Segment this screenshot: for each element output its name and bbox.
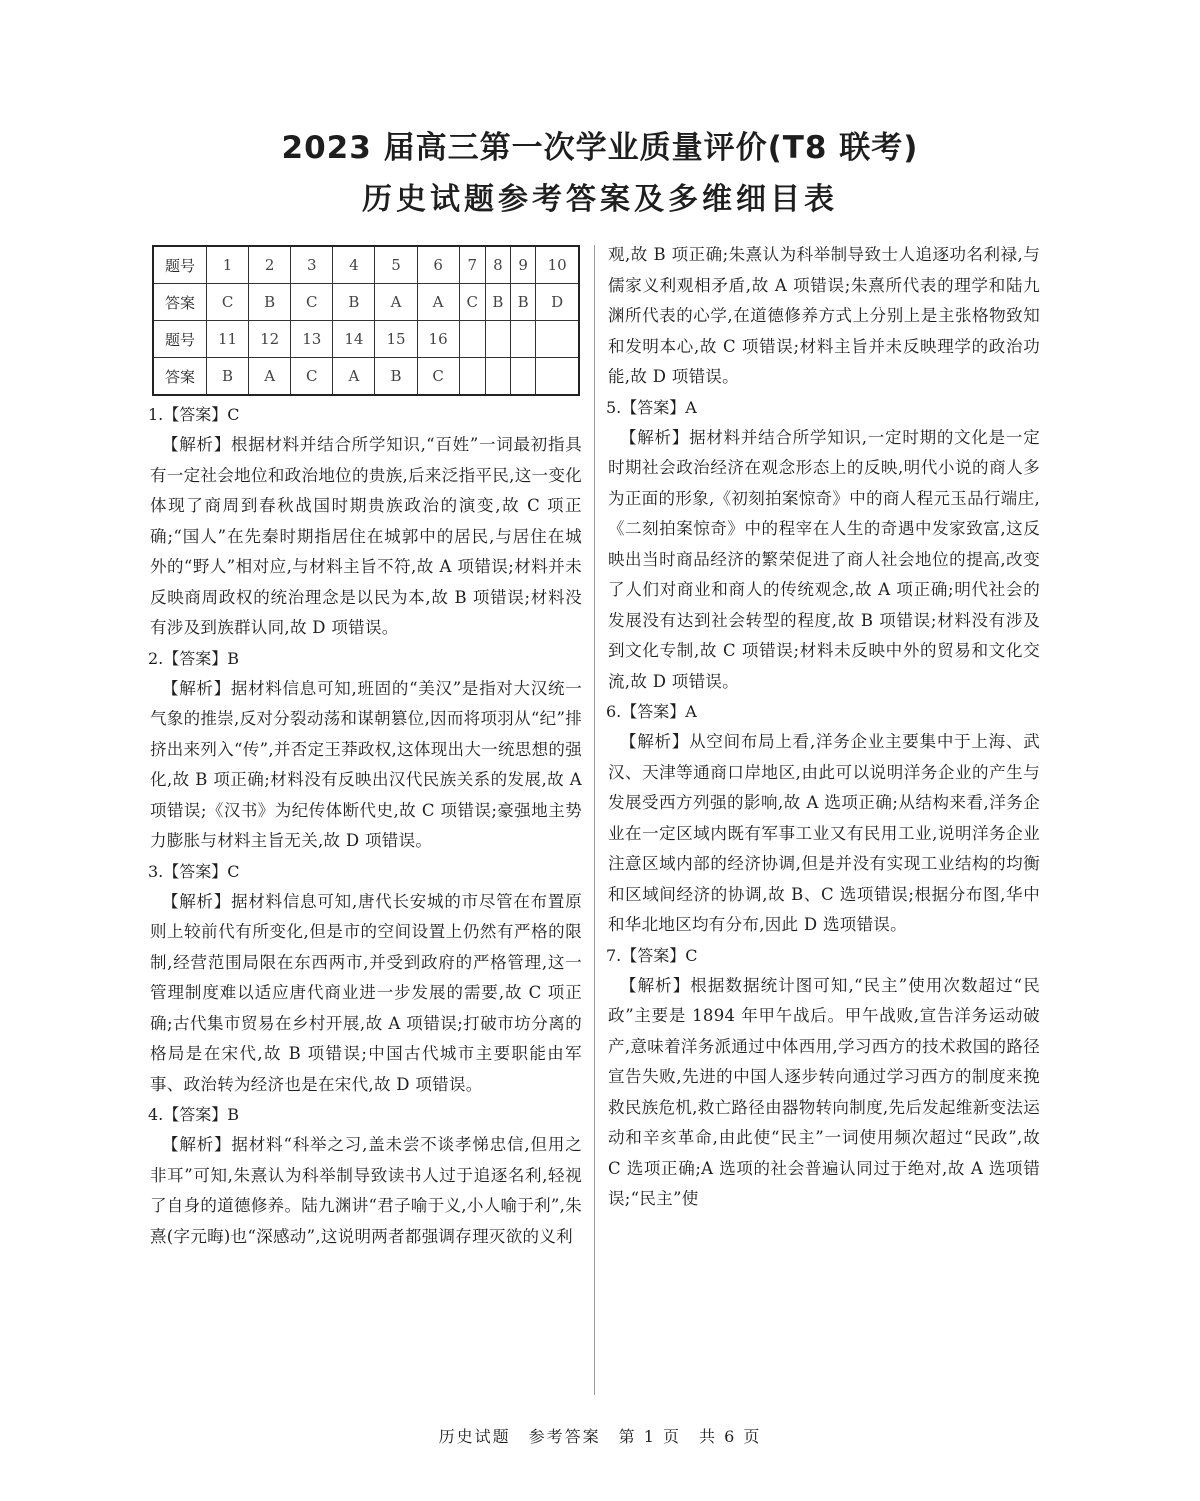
answer-table-row-label: 答案 xyxy=(153,358,207,396)
explanation-text: 【解析】根据数据统计图可知,“民主”使用次数超过“民政”主要是 1894 年甲午战后。甲午战败,宣告洋务运动破产,意味着洋务派通过中体西用,学习西方的技术救国的路径宣告失败,先进的中国人逐步转向通过学习西方的制度来挽救民族危机,救亡路径由器物转向制度,先后发起维新变法运动和辛亥革命,由此使“民主”一词使用频次超过“民政”,故 C 选项正确;A 选项的社会普遍认同过于绝对,故 A 选项错误;“民主”使 xyxy=(608,975,1040,1208)
question-item xyxy=(150,1100,582,1252)
answer-table-row-label: 题号 xyxy=(153,321,207,358)
question-item xyxy=(608,697,1040,941)
question-item xyxy=(150,644,582,857)
explanation-text: 【解析】从空间布局上看,洋务企业主要集中于上海、武汉、天津等通商口岸地区,由此可以说明洋务企业的产生与发展受西方列强的影响,故 A 选项正确;从结构来看,洋务企业在一定区域内既有军事工业又有民用工业,说明洋务企业注意区域内部的经济协调,但是并没有实现工业结构的均衡和区域间经济的协调,故 B、C 选项错误;根据分布图,华中和华北地区均有分布,因此 D 选项错误。 xyxy=(608,732,1040,934)
question-item xyxy=(608,393,1040,698)
answer-table-cell xyxy=(511,358,536,396)
explanation-text: 【解析】据材料信息可知,唐代长安城的市尽管在布置原则上较前代有所变化,但是市的空间设置上仍然有严格的限制,经营范围局限在东西两市,并受到政府的严格管理,这一管理制度难以适应唐代商业进一步发展的需要,故 C 项正确;古代集市贸易在乡村开展,故 A 项错误;打破市坊分离的格局是在宋代,故 B 项错误;中国古代城市主要职能由军事、政治转为经济也是在宋代,故 D 项错误。 xyxy=(150,891,582,1094)
answer-table-cell: B xyxy=(375,358,417,396)
answer-table-row xyxy=(153,246,579,284)
answer-table-cell: 7 xyxy=(459,246,485,284)
page-title: 2023 届高三第一次学业质量评价(T8 联考) xyxy=(281,130,919,166)
right-column xyxy=(608,240,1040,1215)
answer-heading: 2.【答案】B xyxy=(148,648,240,668)
answer-table-cell: 14 xyxy=(333,321,375,358)
page-subtitle: 历史试题参考答案及多维细目表 xyxy=(362,182,838,217)
answer-table-cell xyxy=(511,321,536,358)
question-item xyxy=(150,857,582,1101)
answer-table-cell: 6 xyxy=(417,246,459,284)
answer-table-row xyxy=(153,358,579,396)
answer-table-cell: A xyxy=(333,358,375,396)
answer-table-cell: B xyxy=(485,284,510,321)
answer-table-cell: A xyxy=(375,284,417,321)
answer-table-cell: C xyxy=(459,284,485,321)
answer-table-cell: 4 xyxy=(333,246,375,284)
answer-table-cell: 11 xyxy=(207,321,249,358)
answer-table-cell: 16 xyxy=(417,321,459,358)
explanation-text: 观,故 B 项正确;朱熹认为科举制导致士人追逐功名利禄,与儒家义利观相矛盾,故 A 项错误;朱熹所代表的理学和陆九渊所代表的心学,在道德修养方式上分别上是主张格物致知和发明本心,故 C 项错误;材料主旨并未反映理学的政治功能,故 D 项错误。 xyxy=(608,245,1040,386)
answer-table-cell: 8 xyxy=(485,246,510,284)
answer-heading: 1.【答案】C xyxy=(148,405,240,424)
answer-table-cell: B xyxy=(333,284,375,321)
answer-table-cell: C xyxy=(291,358,333,396)
question-item xyxy=(608,941,1040,1215)
answer-table-cell: 2 xyxy=(249,246,291,284)
answer-table-cell: A xyxy=(249,358,291,396)
answer-table-cell xyxy=(459,358,485,396)
answer-table-cell xyxy=(459,321,485,358)
answer-table-row xyxy=(153,321,579,358)
column-divider xyxy=(594,245,595,1395)
explanation-text: 【解析】根据材料并结合所学知识,“百姓”一词最初指具有一定社会地位和政治地位的贵族,后来泛指平民,这一变化体现了商周到春秋战国时期贵族政治的演变,故 C 项正确;“国人”在先秦时期指居住在城郭中的居民,与居住在城外的“野人”相对应,与材料主旨不符,故 A 项错误;材料并未反映商周政权的统治理念是以民为本,故 B 项错误;材料没有涉及到族群认同,故 D 项错误。 xyxy=(150,435,582,637)
answer-table-cell: C xyxy=(291,284,333,321)
answer-table-cell: 1 xyxy=(207,246,249,284)
left-column xyxy=(150,245,582,1252)
answer-table-cell: 5 xyxy=(375,246,417,284)
answer-table-cell: B xyxy=(249,284,291,321)
answer-table-cell xyxy=(485,358,510,396)
answer-table-cell: C xyxy=(417,358,459,396)
answer-table-cell xyxy=(485,321,510,358)
answer-table xyxy=(152,245,580,396)
answer-table-cell: B xyxy=(511,284,536,321)
answer-table-cell xyxy=(536,358,579,396)
question-item xyxy=(608,240,1040,393)
answer-table-cell xyxy=(536,321,579,358)
answer-heading: 3.【答案】C xyxy=(148,861,240,881)
answer-table-cell: 10 xyxy=(536,246,579,284)
answer-table-cell: 3 xyxy=(291,246,333,284)
answer-heading: 4.【答案】B xyxy=(148,1105,240,1124)
answer-table-cell: 13 xyxy=(291,321,333,358)
answer-table-row-label: 答案 xyxy=(153,284,207,321)
answer-heading: 6.【答案】A xyxy=(606,702,697,721)
explanation-text: 【解析】据材料并结合所学知识,一定时期的文化是一定时期社会政治经济在观念形态上的反映,明代小说的商人多为正面的形象,《初刻拍案惊奇》中的商人程元玉品行端庄,《二刻拍案惊奇》中的程宰在人生的奇遇中发家致富,这反映出当时商品经济的繁荣促进了商人社会地位的提高,改变了人们对商业和商人的传统观念,故 A 项正确;明代社会的发展没有达到社会转型的程度,故 B 项错误;材料没有涉及到文化专制,故 C 项错误;材料未反映中外的贸易和文化交流,故 D 项错误。 xyxy=(608,427,1040,691)
answer-table-cell: D xyxy=(536,284,579,321)
question-item xyxy=(150,400,582,644)
answer-table-cell: 15 xyxy=(375,321,417,358)
explanation-text: 【解析】据材料信息可知,班固的“美汉”是指对大汉统一气象的推崇,反对分裂动荡和谋朝篡位,因而将项羽从“纪”排挤出来列入“传”,并否定王莽政权,这体现出大一统思想的强化,故 B 项正确;材料没有反映出汉代民族关系的发展,故 A 项错误;《汉书》为纪传体断代史,故 C 项错误;豪强地主势力膨胀与材料主旨无关,故 D 项错误。 xyxy=(150,678,582,850)
answer-table-cell: A xyxy=(417,284,459,321)
answer-table-row xyxy=(153,284,579,321)
answer-table-cell: B xyxy=(207,358,249,396)
answer-heading: 7.【答案】C xyxy=(606,945,698,965)
answer-table-cell: C xyxy=(207,284,249,321)
answer-table-cell: 9 xyxy=(511,246,536,284)
page-footer: 历史试题 参考答案 第 1 页 共 6 页 xyxy=(438,1427,762,1446)
explanation-text: 【解析】据材料“科举之习,盖未尝不谈孝悌忠信,但用之非耳”可知,朱熹认为科举制导致读书人过于追逐名利,轻视了自身的道德修养。陆九渊讲“君子喻于义,小人喻于利”,朱熹(字元晦)也“深感动”,这说明两者都强调存理灭欲的义利 xyxy=(150,1135,582,1246)
answer-table-cell: 12 xyxy=(249,321,291,358)
answer-heading: 5.【答案】A xyxy=(606,397,697,417)
answer-table-row-label: 题号 xyxy=(153,246,207,284)
